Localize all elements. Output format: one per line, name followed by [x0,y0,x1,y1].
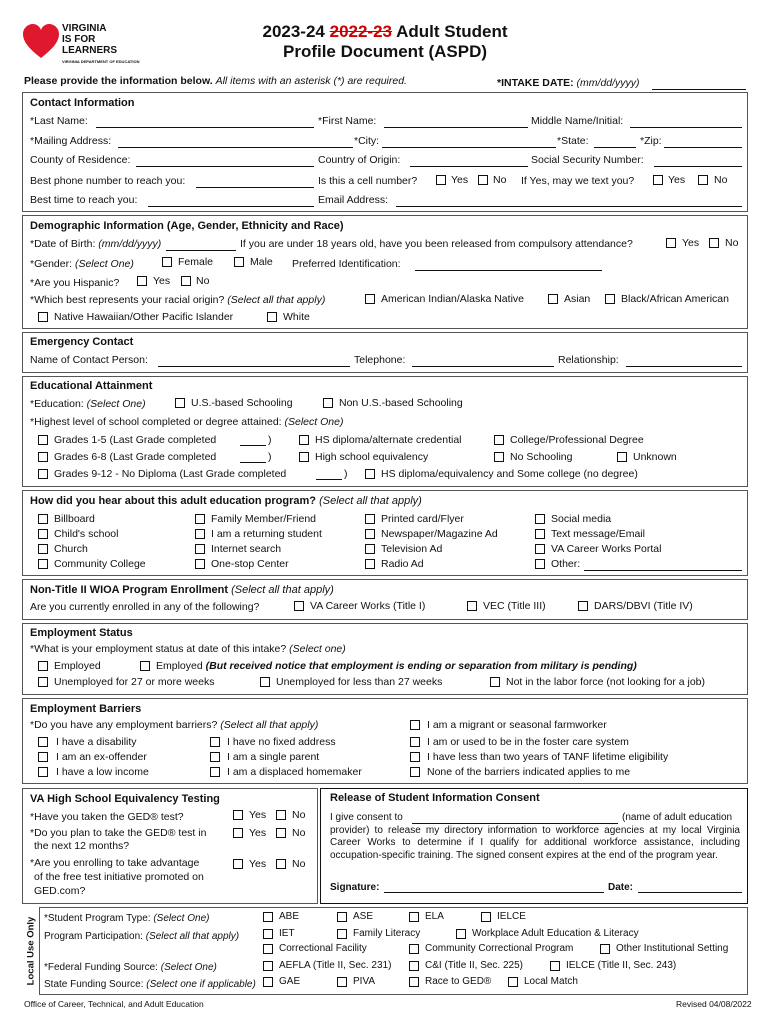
grades-9-12-paren: ) [344,468,348,480]
hear-text-label: Text message/Email [551,528,645,540]
grades-6-8-checkbox[interactable] [38,452,48,462]
grades-6-8-field[interactable] [240,451,266,463]
wioa-select-note: (Select all that apply) [231,584,334,596]
mailing-label: *Mailing Address: [30,135,112,147]
ged-q1-yes-checkbox[interactable] [233,810,243,820]
hear-internet-label: Internet search [211,543,282,555]
barrier-single-parent-checkbox[interactable] [210,752,220,762]
female-label: Female [178,256,214,268]
gender-label-text: *Gender: [30,258,73,270]
us-schooling-checkbox[interactable] [175,398,185,408]
text-yes-label: Yes [668,174,686,186]
hear-returning-checkbox[interactable] [195,529,205,539]
title-rest: Adult Student [396,22,508,41]
male-checkbox[interactable] [234,257,244,267]
state-funding-text: State Funding Source: [44,979,144,990]
employment-question [30,643,346,655]
hear-community-college-checkbox[interactable] [38,559,48,569]
hear-select-note: (Select all that apply) [319,495,422,507]
release-body: provider) to release my directory information to workforce agencies at my local Virginia Career Works to determine if I qualify for additional workforce assistance, including occupation-specific training. The signed consent expires at the end of the program year. [330,825,740,861]
employed-notice-note: (But received notice that employment is ending or separation from military is pending) [205,660,637,672]
hear-title-text: How did you hear about this adult education program? [30,495,317,507]
hear-flyer-checkbox[interactable] [365,514,375,524]
email-field[interactable] [396,195,742,207]
county-field[interactable] [136,155,314,167]
gender-label [30,258,134,270]
logo-line1: VIRGINIA [62,23,107,34]
under18-yes-checkbox[interactable] [666,238,676,248]
grades-6-8-label: Grades 6-8 (Last Grade completed [54,451,217,463]
last-name-label: *Last Name: [30,115,88,127]
part-family-literacy-checkbox[interactable] [337,929,347,939]
some-college-label: HS diploma/equivalency and Some college (no degree) [381,468,638,480]
barrier-ex-offender-checkbox[interactable] [38,752,48,762]
state-race-ged-checkbox[interactable] [409,977,419,987]
education-label-text: *Education: [30,398,84,410]
ged-q2b: the next 12 months? [34,840,130,852]
hs-diploma-checkbox[interactable] [299,435,309,445]
state-piva-checkbox[interactable] [337,977,347,987]
some-college-checkbox[interactable] [365,469,375,479]
grades-9-12-label: Grades 9-12 - No Diploma (Last Grade completed [54,468,287,480]
education-title: Educational Attainment [30,380,153,392]
mailing-field[interactable] [118,136,353,148]
logo [22,22,140,68]
fed-ielce-checkbox[interactable] [550,961,560,971]
logo-sub: VIRGINIA DEPARTMENT OF EDUCATION [62,59,140,64]
pref-id-field[interactable] [415,259,602,271]
state-race-ged-label: Race to GED® [425,976,492,987]
race-asian-checkbox[interactable] [548,294,558,304]
hear-tv-checkbox[interactable] [365,544,375,554]
race-pacific-checkbox[interactable] [38,312,48,322]
hear-family-checkbox[interactable] [195,514,205,524]
release-title: Release of Student Information Consent [330,792,540,804]
highest-level-text: *Highest level of school completed or degree attained: [30,416,282,428]
non-us-schooling-label: Non U.S.-based Schooling [339,397,463,409]
under18-no-label: No [725,237,739,249]
part-iet-checkbox[interactable] [263,929,273,939]
middle-name-label: Middle Name/Initial: [531,115,624,127]
logo-line2: IS FOR [62,34,96,45]
date-label: Date: [608,882,634,893]
grades-1-5-label: Grades 1-5 (Last Grade completed [54,434,217,446]
hear-social-checkbox[interactable] [535,514,545,524]
type-ielce-checkbox[interactable] [481,912,491,922]
zip-field[interactable] [664,136,742,148]
hs-equivalency-label: High school equivalency [315,451,429,463]
footer-revised: Revised 04/08/2022 [676,999,752,1009]
contact-name-label: Name of Contact Person: [30,354,148,366]
text-question: If Yes, may we text you? [521,175,635,187]
hear-community-college-label: Community College [54,558,146,570]
hear-portal-checkbox[interactable] [535,544,545,554]
wioa-vec-checkbox[interactable] [467,601,477,611]
grades-1-5-paren: ) [268,434,272,446]
education-select-note: (Select One) [86,398,146,410]
race-asian-label: Asian [564,293,591,305]
text-yes-checkbox[interactable] [653,175,663,185]
phone-label: Best phone number to reach you: [30,175,186,187]
hs-diploma-label: HS diploma/alternate credential [315,434,462,446]
participation-label [44,931,239,942]
hear-tv-label: Television Ad [381,543,443,555]
part-workplace-label: Workplace Adult Education & Literacy [472,928,639,939]
wioa-title-text: Non-Title II WIOA Program Enrollment [30,584,229,596]
ged-q3c: GED.com? [34,885,86,897]
barrier-none-label: None of the barriers indicated applies to me [427,766,631,778]
part-family-literacy-label: Family Literacy [353,928,421,939]
date-field[interactable] [638,881,742,893]
part-iet-label: IET [279,928,295,939]
cell-yes-label: Yes [451,174,469,186]
intake-label-text: *INTAKE DATE: [497,77,574,89]
barrier-low-income-checkbox[interactable] [38,767,48,777]
local-use-label: Local Use Only [25,916,37,986]
fed-aefla-label: AEFLA (Title II, Sec. 231) [279,960,392,971]
unknown-label: Unknown [633,451,677,463]
fed-ielce-label: IELCE (Title II, Sec. 243) [566,960,677,971]
intake-format: (mm/dd/yyyy) [576,77,640,89]
contact-phone-field[interactable] [412,355,554,367]
hear-other-field[interactable] [584,559,742,571]
barrier-single-parent-label: I am a single parent [227,751,320,763]
ged-q2a: *Do you plan to take the GED® test in [30,827,207,839]
cell-no-label: No [493,174,507,186]
emergency-title: Emergency Contact [30,336,134,348]
instructions-bold: Please provide the information below. [24,75,213,87]
hear-childs-school-checkbox[interactable] [38,529,48,539]
barrier-tanf-checkbox[interactable] [410,752,420,762]
ged-q1: *Have you taken the GED® test? [30,811,184,823]
country-label: Country of Origin: [318,154,401,166]
ged-q1-yes-label: Yes [249,809,267,821]
employed-notice-checkbox[interactable] [140,661,150,671]
unknown-checkbox[interactable] [617,452,627,462]
hear-newspaper-label: Newspaper/Magazine Ad [381,528,498,540]
state-gae-checkbox[interactable] [263,977,273,987]
hear-returning-label: I am a returning student [211,528,322,540]
intake-label [497,77,640,89]
barriers-title: Employment Barriers [30,703,142,715]
race-black-checkbox[interactable] [605,294,615,304]
release-consent-to: I give consent to [330,812,403,823]
federal-funding-text: *Federal Funding Source: [44,962,158,973]
employed-label: Employed [54,660,101,672]
barrier-homemaker-label: I am a displaced homemaker [227,766,362,778]
college-degree-checkbox[interactable] [494,435,504,445]
part-other-inst-checkbox[interactable] [600,944,610,954]
hear-radio-label: Radio Ad [381,558,424,570]
heart-icon [22,24,60,60]
county-label: County of Residence: [30,154,131,166]
state-funding-select-note: (Select one if applicable) [146,979,256,990]
best-time-label: Best time to reach you: [30,194,138,206]
title-old-year: 2022-23 [329,22,392,41]
state-label: *State: [557,135,589,147]
type-abe-label: ABE [279,911,300,922]
race-native-american-label: American Indian/Alaska Native [381,293,524,305]
text-no-label: No [714,174,728,186]
barrier-no-address-checkbox[interactable] [210,737,220,747]
relationship-field[interactable] [626,355,742,367]
grades-9-12-field[interactable] [316,468,342,480]
title-line2: Profile Document (ASPD) [282,42,488,61]
unemployed-27plus-label: Unemployed for 27 or more weeks [54,676,215,688]
barrier-disability-checkbox[interactable] [38,737,48,747]
ged-title: VA High School Equivalency Testing [30,793,220,805]
hear-family-label: Family Member/Friend [211,513,317,525]
hear-portal-label: VA Career Works Portal [551,543,662,555]
hispanic-label: *Are you Hispanic? [30,277,120,289]
hear-newspaper-checkbox[interactable] [365,529,375,539]
part-correctional-checkbox[interactable] [263,944,273,954]
race-question [30,294,325,306]
program-type-label [44,913,209,924]
employed-notice-label [156,660,637,672]
under18-yes-label: Yes [682,237,700,249]
demographic-title: Demographic Information (Age, Gender, Ethnicity and Race) [30,220,344,232]
grades-9-12-checkbox[interactable] [38,469,48,479]
hear-flyer-label: Printed card/Flyer [381,513,464,525]
title-year: 2023-24 [262,22,325,41]
part-workplace-checkbox[interactable] [456,929,466,939]
hispanic-yes-checkbox[interactable] [137,276,147,286]
dob-field[interactable] [166,239,236,251]
signature-field[interactable] [384,881,604,893]
first-name-field[interactable] [384,116,528,128]
under18-question: If you are under 18 years old, have you been released from compulsory attendance? [240,238,633,250]
male-label: Male [250,256,273,268]
hear-internet-checkbox[interactable] [195,544,205,554]
state-gae-label: GAE [279,976,301,987]
contact-name-field[interactable] [158,355,350,367]
local-use-strip [22,907,40,995]
grades-1-5-field[interactable] [240,434,266,446]
release-provider-note: (name of adult education [622,812,733,823]
barrier-foster-checkbox[interactable] [410,737,420,747]
not-in-labor-checkbox[interactable] [490,677,500,687]
instructions-italic: All items with an asterisk (*) are required. [215,75,407,87]
fed-ci-label: C&I (Title II, Sec. 225) [425,960,523,971]
page-title [210,22,560,62]
middle-name-field[interactable] [630,116,742,128]
federal-funding-label [44,962,217,973]
hear-text-checkbox[interactable] [535,529,545,539]
college-degree-label: College/Professional Degree [510,434,644,446]
ged-q2-no-checkbox[interactable] [276,828,286,838]
employment-select-note: (Select one) [289,643,346,655]
state-field[interactable] [594,136,636,148]
female-checkbox[interactable] [162,257,172,267]
barrier-ex-offender-label: I am an ex-offender [56,751,147,763]
hear-other-label: Other: [551,558,581,570]
phone-field[interactable] [196,176,314,188]
dob-label [30,238,161,250]
hear-radio-checkbox[interactable] [365,559,375,569]
ssn-label: Social Security Number: [531,154,644,166]
contact-phone-label: Telephone: [354,354,406,366]
ged-q3a: *Are you enrolling to take advantage [30,857,200,869]
grades-6-8-paren: ) [268,451,272,463]
non-us-schooling-checkbox[interactable] [323,398,333,408]
barrier-low-income-label: I have a low income [56,766,149,778]
ssn-field[interactable] [654,155,742,167]
employment-title: Employment Status [30,627,133,639]
education-label [30,398,146,410]
race-white-checkbox[interactable] [267,312,277,322]
ged-q3b: of the free test initiative promoted on [34,871,204,883]
ged-q2-yes-label: Yes [249,827,267,839]
hear-other-checkbox[interactable] [535,559,545,569]
barrier-tanf-label: I have less than two years of TANF lifetime eligibility [427,751,669,763]
wioa-dars-checkbox[interactable] [578,601,588,611]
hear-church-label: Church [54,543,88,555]
hear-billboard-checkbox[interactable] [38,514,48,524]
race-white-label: White [283,311,310,323]
best-time-field[interactable] [148,195,314,207]
ged-q3-no-label: No [292,858,306,870]
hispanic-no-checkbox[interactable] [181,276,191,286]
text-no-checkbox[interactable] [698,175,708,185]
type-abe-checkbox[interactable] [263,912,273,922]
pref-id-label: Preferred Identification: [292,258,401,270]
hear-billboard-label: Billboard [54,513,95,525]
unemployed-27less-checkbox[interactable] [260,677,270,687]
hear-church-checkbox[interactable] [38,544,48,554]
instructions [24,75,407,87]
last-name-field[interactable] [96,116,314,128]
not-in-labor-label: Not in the labor force (not looking for a job) [506,676,706,688]
part-correctional-label: Correctional Facility [279,943,367,954]
cell-no-checkbox[interactable] [478,175,488,185]
no-schooling-checkbox[interactable] [494,452,504,462]
no-schooling-label: No Schooling [510,451,573,463]
employment-question-text: *What is your employment status at date of this intake? [30,643,287,655]
barrier-none-checkbox[interactable] [410,767,420,777]
cell-question: Is this a cell number? [318,175,418,187]
wioa-question: Are you currently enrolled in any of the following? [30,601,260,613]
provider-name-field[interactable] [412,812,618,824]
city-label: *City: [354,135,380,147]
type-ela-label: ELA [425,911,444,922]
dob-label-text: *Date of Birth: [30,238,96,250]
wioa-career-works-label: VA Career Works (Title I) [310,600,426,612]
barriers-question [30,719,318,731]
state-funding-label [44,979,256,990]
state-piva-label: PIVA [353,976,376,987]
hear-childs-school-label: Child's school [54,528,119,540]
hear-onestop-label: One-stop Center [211,558,289,570]
wioa-title [30,584,334,596]
program-type-select-note: (Select One) [153,913,210,924]
hispanic-yes-label: Yes [153,275,171,287]
type-ase-checkbox[interactable] [337,912,347,922]
under18-no-checkbox[interactable] [709,238,719,248]
employed-checkbox[interactable] [38,661,48,671]
footer-office: Office of Career, Technical, and Adult Education [24,999,204,1009]
hear-onestop-checkbox[interactable] [195,559,205,569]
race-pacific-label: Native Hawaiian/Other Pacific Islander [54,311,234,323]
part-other-inst-label: Other Institutional Setting [616,943,729,954]
part-community-corr-label: Community Correctional Program [425,943,574,954]
federal-funding-select-note: (Select One) [160,962,217,973]
first-name-label: *First Name: [318,115,377,127]
ged-q1-no-label: No [292,809,306,821]
ged-q3-yes-label: Yes [249,858,267,870]
fed-ci-checkbox[interactable] [409,961,419,971]
fed-aefla-checkbox[interactable] [263,961,273,971]
type-ielce-label: IELCE [497,911,526,922]
barrier-no-address-label: I have no fixed address [227,736,336,748]
ged-q1-no-checkbox[interactable] [276,810,286,820]
barrier-migrant-label: I am a migrant or seasonal farmworker [427,719,607,731]
us-schooling-label: U.S.-based Schooling [191,397,293,409]
hispanic-no-label: No [196,275,210,287]
ged-q3-yes-checkbox[interactable] [233,859,243,869]
barriers-question-text: *Do you have any employment barriers? [30,719,218,731]
email-label: Email Address: [318,194,389,206]
race-select-note: (Select all that apply) [227,294,326,306]
program-type-text: *Student Program Type: [44,913,151,924]
city-field[interactable] [382,136,556,148]
contact-title: Contact Information [30,97,135,109]
race-question-text: *Which best represents your racial origin? [30,294,225,306]
state-local-match-label: Local Match [524,976,578,987]
gender-select-note: (Select One) [74,258,134,270]
zip-label: *Zip: [640,135,662,147]
hear-title [30,495,422,507]
participation-text: Program Participation: [44,931,143,942]
signature-label: Signature: [330,882,380,893]
ged-q2-no-label: No [292,827,306,839]
barrier-foster-label: I am or used to be in the foster care system [427,736,629,748]
intake-date-field[interactable] [652,78,746,90]
highest-level-select-note: (Select One) [284,416,344,428]
wioa-dars-label: DARS/DBVI (Title IV) [594,600,693,612]
wioa-vec-label: VEC (Title III) [483,600,546,612]
ged-q3-no-checkbox[interactable] [276,859,286,869]
ged-q2-yes-checkbox[interactable] [233,828,243,838]
employed-notice-text: Employed [156,660,203,672]
barrier-homemaker-checkbox[interactable] [210,767,220,777]
participation-select-note: (Select all that apply) [145,931,240,942]
highest-level-question [30,416,343,428]
unemployed-27less-label: Unemployed for less than 27 weeks [276,676,443,688]
type-ela-checkbox[interactable] [409,912,419,922]
race-native-american-checkbox[interactable] [365,294,375,304]
grades-1-5-checkbox[interactable] [38,435,48,445]
relationship-label: Relationship: [558,354,619,366]
part-community-corr-checkbox[interactable] [409,944,419,954]
unemployed-27plus-checkbox[interactable] [38,677,48,687]
type-ase-label: ASE [353,911,374,922]
state-local-match-checkbox[interactable] [508,977,518,987]
barrier-migrant-checkbox[interactable] [410,720,420,730]
barrier-disability-label: I have a disability [56,736,137,748]
country-field[interactable] [410,155,528,167]
race-black-label: Black/African American [621,293,729,305]
barriers-select-note: (Select all that apply) [220,719,319,731]
cell-yes-checkbox[interactable] [436,175,446,185]
hs-equivalency-checkbox[interactable] [299,452,309,462]
dob-format: (mm/dd/yyyy) [98,238,162,250]
hear-social-label: Social media [551,513,612,525]
wioa-career-works-checkbox[interactable] [294,601,304,611]
logo-line3: LEARNERS [62,45,118,56]
